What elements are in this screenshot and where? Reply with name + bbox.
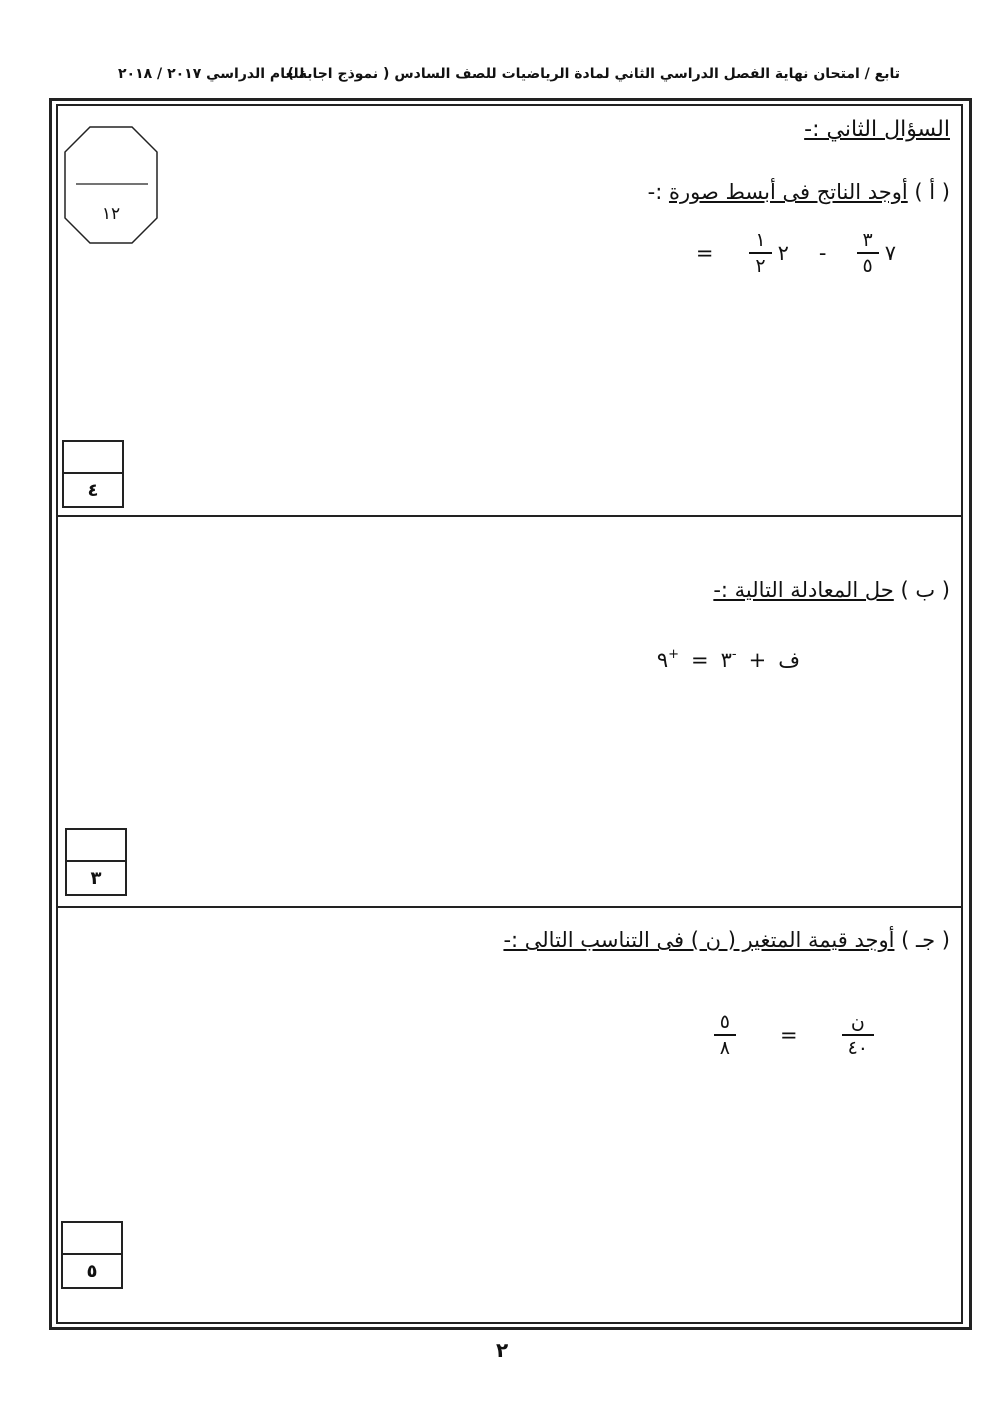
total-score-octagon	[64, 126, 158, 244]
part-b-prompt: حل المعادلة التالية :-	[713, 578, 894, 602]
numerator-five: ٥	[719, 1011, 730, 1033]
negative-sign: -	[731, 647, 737, 662]
numerator-1: ٣	[862, 229, 873, 251]
denominator-1: ٥	[862, 254, 873, 277]
part-c-score: ٥	[86, 1260, 98, 1282]
part-b-label: ( ب )	[900, 578, 950, 602]
value-nine: ٩	[656, 648, 669, 672]
part-c-score-box	[61, 1221, 123, 1289]
part-c-label: ( جـ )	[901, 928, 950, 952]
part-a-label: ( أ )	[914, 180, 950, 204]
value-three: ٣	[720, 648, 732, 672]
equals-sign: =	[691, 648, 709, 672]
section-divider	[56, 906, 963, 908]
variable-f: ف	[778, 648, 800, 672]
whole-1: ٧	[884, 240, 896, 265]
exam-header: تابع / امتحان نهاية الفصل الدراسي الثاني لمادة الرياضيات للصف السادس ( نموذج اجابة )	[287, 66, 900, 82]
denominator-forty: ٤٠	[847, 1036, 868, 1059]
mixed-number-2	[749, 228, 789, 278]
part-a-expression	[696, 228, 896, 278]
negative-three	[721, 648, 737, 672]
score-blank	[64, 442, 122, 474]
part-b-equation	[657, 648, 800, 672]
denominator-2: ٢	[755, 254, 766, 277]
question-title: السؤال الثاني :-	[804, 117, 950, 142]
part-c-proportion	[714, 1010, 874, 1060]
total-score-value: ١٢	[101, 204, 121, 224]
whole-2: ٢	[777, 240, 789, 265]
fraction-right	[714, 1010, 736, 1060]
score-blank	[67, 830, 125, 862]
score-blank	[63, 1223, 121, 1255]
inner-border	[56, 104, 963, 1324]
part-a-prompt: أوجد الناتج فى أبسط صورة	[668, 180, 908, 204]
equals-sign: =	[779, 1022, 798, 1047]
part-a-suffix: :-	[647, 180, 663, 204]
part-a-score: ٤	[87, 479, 99, 501]
minus-sign: -	[818, 240, 827, 265]
page-number: ٢	[496, 1338, 509, 1362]
fraction-1	[857, 228, 879, 278]
equals-sign: =	[695, 240, 714, 265]
fraction-left	[842, 1010, 874, 1060]
mixed-number-1	[857, 228, 897, 278]
part-c-prompt: أوجد قيمة المتغير ( ن ) فى التناسب التالى :-	[503, 928, 895, 952]
part-b-heading	[713, 578, 950, 602]
part-a-heading	[648, 180, 950, 204]
part-b-score-box	[65, 828, 127, 896]
part-a-score-box	[62, 440, 124, 508]
school-year: للعام الدراسي ٢٠١٧ / ٢٠١٨	[118, 66, 305, 82]
positive-nine	[657, 648, 679, 672]
part-b-score: ٣	[90, 867, 102, 889]
numerator-n: ن	[850, 1011, 865, 1033]
positive-sign: +	[668, 647, 680, 662]
section-divider	[56, 515, 963, 517]
part-c-heading	[503, 928, 950, 952]
plus-sign: +	[748, 648, 767, 672]
denominator-eight: ٨	[719, 1036, 730, 1059]
numerator-2: ١	[755, 229, 766, 251]
fraction-2	[749, 228, 771, 278]
